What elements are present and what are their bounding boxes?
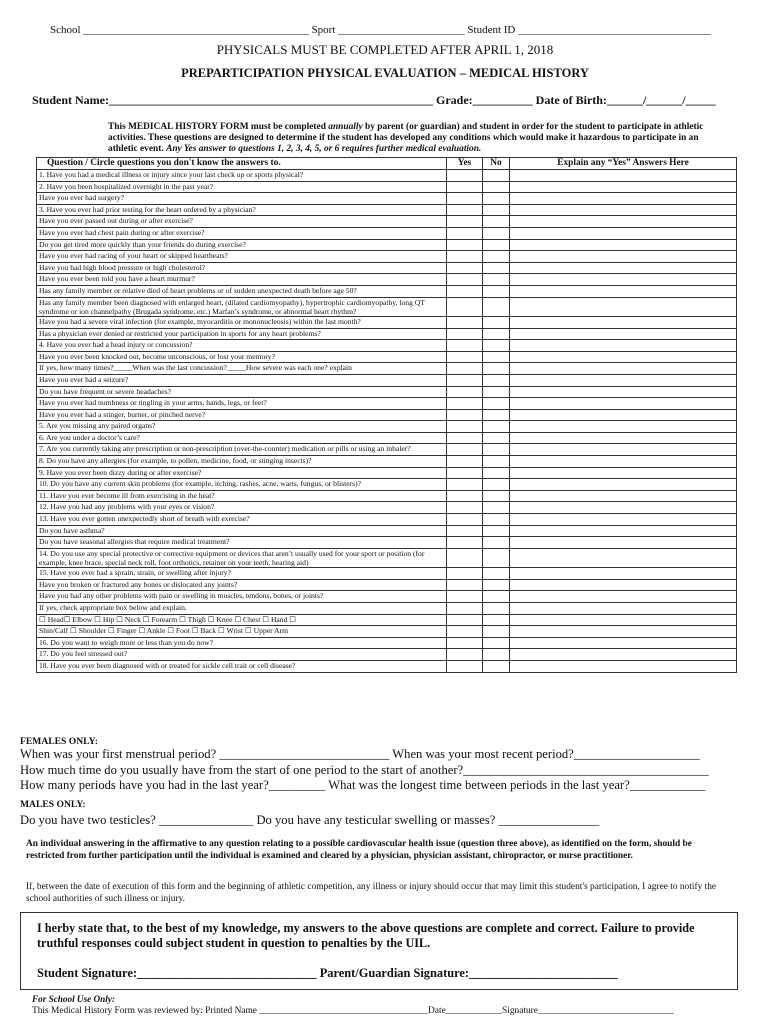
explain-cell[interactable] (510, 351, 737, 363)
table-row (37, 409, 737, 421)
no-cell[interactable] (483, 537, 510, 549)
intro-text-1: This MEDICAL HISTORY FORM must be completed (108, 122, 329, 132)
yes-cell[interactable] (447, 227, 483, 239)
question-rows (37, 170, 737, 673)
no-cell[interactable] (483, 193, 510, 205)
no-cell[interactable] (483, 603, 510, 615)
question-text: Have you ever had chest pain during or after exercise? (37, 227, 447, 239)
yes-cell[interactable] (447, 467, 483, 479)
question-text: Have you had a severe viral infection (for example, myocarditis or mononucleosis) within the last month? (37, 316, 447, 328)
medical-history-table (36, 157, 737, 673)
question-text: 17. Do you feel stressed out? (37, 649, 447, 661)
explain-cell[interactable] (510, 579, 737, 591)
explain-cell[interactable] (510, 548, 737, 567)
question-text: 16. Do you want to weigh more or less than you do now? (37, 637, 447, 649)
yes-cell[interactable] (447, 351, 483, 363)
question-text: 5. Are you missing any paired organs? (37, 421, 447, 433)
males-only-label: MALES ONLY: (20, 799, 86, 810)
yes-cell[interactable] (447, 614, 483, 626)
table-row (37, 603, 737, 615)
cardiovascular-caution: An individual answering in the affirmative to any question relating to a possible cardiovascular health issue (question three above), as identified on the form, should be restricted from further participation until the individual is examined and cleared by a physician, physician assistant, chiropractor, or nurse practitioner. (26, 839, 692, 861)
question-text: Have you ever had a stinger, burner, or pinched nerve? (37, 409, 447, 421)
table-row (37, 537, 737, 549)
question-text: 6. Are you under a doctor’s care? (37, 432, 447, 444)
explain-cell[interactable] (510, 514, 737, 526)
no-cell[interactable] (483, 204, 510, 216)
question-text: 10. Do you have any current skin problems (for example, itching, rashes, acne, warts, fungus, or blisters)? (37, 479, 447, 491)
yes-cell[interactable] (447, 170, 483, 182)
table-row (37, 274, 737, 286)
explain-cell[interactable] (510, 386, 737, 398)
yes-cell[interactable] (447, 603, 483, 615)
yes-cell[interactable] (447, 251, 483, 263)
signature-line[interactable]: Student Signature:_____________________________ Parent/Guardian Signature:________________________ (37, 966, 618, 980)
question-text: ☐ Head☐ Elbow ☐ Hip ☐ Neck ☐ Forearm ☐ Thigh ☐ Knee ☐ Chest ☐ Hand ☐ (37, 614, 447, 626)
no-cell[interactable] (483, 432, 510, 444)
no-cell[interactable] (483, 649, 510, 661)
yes-cell[interactable] (447, 525, 483, 537)
table-row (37, 579, 737, 591)
no-cell[interactable] (483, 340, 510, 352)
no-cell[interactable] (483, 363, 510, 375)
table-row (37, 374, 737, 386)
no-cell[interactable] (483, 591, 510, 603)
explain-cell[interactable] (510, 649, 737, 661)
female-question-1[interactable]: When was your first menstrual period? ___________________________ When was your most recent period?____________________ (20, 747, 700, 761)
no-cell[interactable] (483, 444, 510, 456)
attestation-statement: I herby state that, to the best of my knowledge, my answers to the above questions are complete and correct. Failure to provide truthful responses could subject student in question to penalties by the UIL. (37, 921, 695, 950)
no-cell[interactable] (483, 386, 510, 398)
explain-cell[interactable] (510, 181, 737, 193)
explain-cell[interactable] (510, 591, 737, 603)
table-row (37, 591, 737, 603)
table-row (37, 660, 737, 672)
no-cell[interactable] (483, 490, 510, 502)
intro-annually: annually (328, 122, 363, 132)
question-text: If yes, check appropriate box below and explain. (37, 603, 447, 615)
yes-cell[interactable] (447, 297, 483, 316)
no-cell[interactable] (483, 170, 510, 182)
no-cell[interactable] (483, 568, 510, 580)
yes-cell[interactable] (447, 626, 483, 638)
explain-cell[interactable] (510, 614, 737, 626)
no-cell[interactable] (483, 479, 510, 491)
explain-cell[interactable] (510, 374, 737, 386)
table-row (37, 251, 737, 263)
question-text: 18. Have you ever been diagnosed with or treated for sickle cell trait or cell disease? (37, 660, 447, 672)
yes-cell[interactable] (447, 548, 483, 567)
females-only-label: FEMALES ONLY: (20, 736, 98, 747)
no-cell[interactable] (483, 637, 510, 649)
question-text: Have you ever had a seizure? (37, 374, 447, 386)
question-text: Have you had high blood pressure or high cholesterol? (37, 262, 447, 274)
explain-cell[interactable] (510, 262, 737, 274)
explain-cell[interactable] (510, 537, 737, 549)
yes-cell[interactable] (447, 514, 483, 526)
explain-cell[interactable] (510, 456, 737, 468)
yes-cell[interactable] (447, 591, 483, 603)
no-cell[interactable] (483, 181, 510, 193)
yes-cell[interactable] (447, 363, 483, 375)
question-text: Have you ever had racing of your heart or skipped heartbeats? (37, 251, 447, 263)
explain-cell[interactable] (510, 432, 737, 444)
physicals-notice: PHYSICALS MUST BE COMPLETED AFTER APRIL 1, 2018 (216, 42, 554, 57)
table-row (37, 239, 737, 251)
no-cell[interactable] (483, 579, 510, 591)
explain-cell[interactable] (510, 297, 737, 316)
yes-cell[interactable] (447, 386, 483, 398)
table-header-row (37, 158, 737, 170)
explain-cell[interactable] (510, 444, 737, 456)
table-row (37, 262, 737, 274)
question-text: 11. Have you ever become ill from exercising in the heat? (37, 490, 447, 502)
question-text: 3. Have you ever had prior testing for the heart ordered by a physician? (37, 204, 447, 216)
no-cell[interactable] (483, 216, 510, 228)
question-text: 13. Have you ever gotten unexpectedly short of breath with exercise? (37, 514, 447, 526)
yes-cell[interactable] (447, 660, 483, 672)
table-row (37, 316, 737, 328)
yes-cell[interactable] (447, 262, 483, 274)
question-text: Have you ever had numbness or tingling in your arms, hands, legs, or feet? (37, 398, 447, 410)
table-row (37, 285, 737, 297)
table-row (37, 351, 737, 363)
explain-cell[interactable] (510, 626, 737, 638)
table-row (37, 432, 737, 444)
table-row (37, 227, 737, 239)
no-cell[interactable] (483, 274, 510, 286)
table-row (37, 204, 737, 216)
explain-cell[interactable] (510, 227, 737, 239)
intro-text-2: by parent (or guardian) and student in order for the student to participate in athletic activities. These questions are designed to determine if the student has developed any conditions which would make it hazardous to participate in an athletic event. (108, 122, 704, 154)
no-cell[interactable] (483, 409, 510, 421)
table-row (37, 490, 737, 502)
no-cell[interactable] (483, 251, 510, 263)
no-cell[interactable] (483, 456, 510, 468)
question-text: 9. Have you ever been dizzy during or after exercise? (37, 467, 447, 479)
no-cell[interactable] (483, 351, 510, 363)
question-text: 8. Do you have any allergies (for example, to pollen, medicine, food, or stinging insects)? (37, 456, 447, 468)
table-row (37, 398, 737, 410)
yes-cell[interactable] (447, 239, 483, 251)
no-cell[interactable] (483, 297, 510, 316)
explain-cell[interactable] (510, 170, 737, 182)
no-cell[interactable] (483, 239, 510, 251)
no-cell[interactable] (483, 660, 510, 672)
review-signature-line[interactable]: This Medical History Form was reviewed by: Printed Name ____________________________________Date____________Signature_____________________________ (32, 1006, 674, 1016)
explain-cell[interactable] (510, 193, 737, 205)
explain-cell[interactable] (510, 216, 737, 228)
yes-cell[interactable] (447, 374, 483, 386)
question-text: 12. Have you had any problems with your eyes or vision? (37, 502, 447, 514)
explain-cell[interactable] (510, 568, 737, 580)
table-row (37, 479, 737, 491)
yes-cell[interactable] (447, 649, 483, 661)
yes-cell[interactable] (447, 490, 483, 502)
no-cell[interactable] (483, 548, 510, 567)
question-text: Have you ever been knocked out, become unconscious, or lost your memory? (37, 351, 447, 363)
female-question-2[interactable]: How much time do you usually have from the start of one period to the start of another?_______________________________________ (20, 763, 709, 777)
question-text: Have you ever been told you have a heart murmur? (37, 274, 447, 286)
table-row (37, 548, 737, 567)
intro-emphasis: Any Yes answer to questions 1, 2, 3, 4, 5, or 6 requires further medical evaluation. (166, 144, 482, 154)
male-question-1[interactable]: Do you have two testicles? _______________ Do you have any testicular swelling or masses? ________________ (20, 813, 600, 827)
explain-cell[interactable] (510, 525, 737, 537)
explain-cell[interactable] (510, 274, 737, 286)
school-sport-id-line: School _________________________________________ Sport _______________________ Student ID ___________________________________ (50, 24, 711, 36)
table-row (37, 297, 737, 316)
question-text: Do you have seasonal allergies that require medical treatment? (37, 537, 447, 549)
table-row (37, 216, 737, 228)
explain-cell[interactable] (510, 409, 737, 421)
no-cell[interactable] (483, 467, 510, 479)
yes-cell[interactable] (447, 193, 483, 205)
no-cell[interactable] (483, 502, 510, 514)
table-row (37, 421, 737, 433)
question-text: Have you ever had surgery? (37, 193, 447, 205)
table-row (37, 170, 737, 182)
yes-cell[interactable] (447, 328, 483, 340)
form-instructions (108, 122, 730, 155)
explain-cell[interactable] (510, 239, 737, 251)
yes-cell[interactable] (447, 181, 483, 193)
yes-cell[interactable] (447, 204, 483, 216)
table-row (37, 328, 737, 340)
explain-cell[interactable] (510, 285, 737, 297)
question-text: 4. Have you ever had a head injury or concussion? (37, 340, 447, 352)
no-cell[interactable] (483, 227, 510, 239)
question-text: If yes, how many times?_____When was the last concussion?_____How severe was each one? explain (37, 363, 447, 375)
explain-cell[interactable] (510, 421, 737, 433)
question-text: Has any family member or relative died of heart problems or of sudden unexpected death before age 50? (37, 285, 447, 297)
table-row (37, 502, 737, 514)
no-cell[interactable] (483, 262, 510, 274)
table-row (37, 386, 737, 398)
yes-cell[interactable] (447, 456, 483, 468)
no-cell[interactable] (483, 614, 510, 626)
explain-cell[interactable] (510, 363, 737, 375)
no-cell[interactable] (483, 525, 510, 537)
no-cell[interactable] (483, 374, 510, 386)
table-row (37, 340, 737, 352)
question-column-header: Question / Circle questions you don't know the answers to. (37, 158, 447, 170)
yes-cell[interactable] (447, 502, 483, 514)
table-row (37, 456, 737, 468)
yes-cell[interactable] (447, 398, 483, 410)
yes-cell[interactable] (447, 421, 483, 433)
table-row (37, 181, 737, 193)
explain-cell[interactable] (510, 328, 737, 340)
yes-column-header: Yes (447, 158, 483, 170)
question-text: 15. Have you ever had a sprain, strain, or swelling after injury? (37, 568, 447, 580)
explain-cell[interactable] (510, 467, 737, 479)
table-row (37, 568, 737, 580)
question-text: Do you have asthma? (37, 525, 447, 537)
explain-column-header: Explain any “Yes” Answers Here (510, 158, 737, 170)
table-row (37, 637, 737, 649)
question-text: Have you broken or fractured any bones or dislocated any joints? (37, 579, 447, 591)
question-text: Have you had any other problems with pain or swelling in muscles, tendons, bones, or joints? (37, 591, 447, 603)
yes-cell[interactable] (447, 479, 483, 491)
yes-cell[interactable] (447, 537, 483, 549)
explain-cell[interactable] (510, 204, 737, 216)
explain-cell[interactable] (510, 398, 737, 410)
question-text: Do you have frequent or severe headaches? (37, 386, 447, 398)
no-cell[interactable] (483, 328, 510, 340)
yes-cell[interactable] (447, 340, 483, 352)
no-cell[interactable] (483, 316, 510, 328)
table-row (37, 514, 737, 526)
explain-cell[interactable] (510, 251, 737, 263)
table-row (37, 467, 737, 479)
question-text: Has a physician ever denied or restricted your participation in sports for any heart problems? (37, 328, 447, 340)
page-title: PREPARTICIPATION PHYSICAL EVALUATION – MEDICAL HISTORY (181, 66, 589, 80)
female-question-3[interactable]: How many periods have you had in the last year?_________ What was the longest time between periods in the last year?____________ (20, 778, 706, 792)
explain-cell[interactable] (510, 340, 737, 352)
no-cell[interactable] (483, 285, 510, 297)
question-text: Shin/Calf ☐ Shoulder ☐ Finger ☐ Ankle ☐ Foot ☐ Back ☐ Wrist ☐ Upper Arm (37, 626, 447, 638)
yes-cell[interactable] (447, 216, 483, 228)
table-row (37, 649, 737, 661)
no-cell[interactable] (483, 421, 510, 433)
illness-notification-note: If, between the date of execution of this form and the beginning of athletic competition, any illness or injury should occur that may limit this student's participation, I agree to notify the school authorities of such illness or injury. (26, 882, 717, 904)
attestation-box (20, 912, 738, 990)
explain-cell[interactable] (510, 479, 737, 491)
no-cell[interactable] (483, 398, 510, 410)
school-use-label: For School Use Only: (32, 994, 115, 1004)
yes-cell[interactable] (447, 409, 483, 421)
table-row (37, 626, 737, 638)
no-cell[interactable] (483, 514, 510, 526)
question-text: 1. Have you had a medical illness or injury since your last check up or sports physical? (37, 170, 447, 182)
explain-cell[interactable] (510, 502, 737, 514)
table-row (37, 525, 737, 537)
yes-cell[interactable] (447, 568, 483, 580)
explain-cell[interactable] (510, 660, 737, 672)
explain-cell[interactable] (510, 603, 737, 615)
yes-cell[interactable] (447, 285, 483, 297)
no-column-header: No (483, 158, 510, 170)
question-text: Have you ever passed out during or after exercise? (37, 216, 447, 228)
yes-cell[interactable] (447, 316, 483, 328)
table-row (37, 444, 737, 456)
question-text: Has any family member been diagnosed with enlarged heart, (dilated cardiomyopathy), hypertrophic cardiomyopathy, long QT syndrome or ion channelpathy (Brugada syndrome, etc.) Marfan’s syndrome, or abnormal heart rhythm? (37, 297, 447, 316)
explain-cell[interactable] (510, 316, 737, 328)
table-row (37, 614, 737, 626)
question-text: 7. Are you currently taking any prescription or non-prescription (over-the-counter) medication or pills or using an inhaler? (37, 444, 447, 456)
explain-cell[interactable] (510, 490, 737, 502)
yes-cell[interactable] (447, 274, 483, 286)
yes-cell[interactable] (447, 432, 483, 444)
explain-cell[interactable] (510, 637, 737, 649)
student-info-line: Student Name:______________________________________________________ Grade:__________ Date of Birth:______/______/_____ (32, 93, 716, 107)
yes-cell[interactable] (447, 637, 483, 649)
no-cell[interactable] (483, 626, 510, 638)
table-row (37, 193, 737, 205)
question-text: 2. Have you been hospitalized overnight in the past year? (37, 181, 447, 193)
question-text: Do you get tired more quickly than your friends do during exercise? (37, 239, 447, 251)
question-text: 14. Do you use any special protective or corrective equipment or devices that aren’t usually used for your sport or position (for example, knee brace, special neck roll, foot orthotics, retainer on your teeth, hearing aid) (37, 548, 447, 567)
yes-cell[interactable] (447, 579, 483, 591)
yes-cell[interactable] (447, 444, 483, 456)
table-row (37, 363, 737, 375)
